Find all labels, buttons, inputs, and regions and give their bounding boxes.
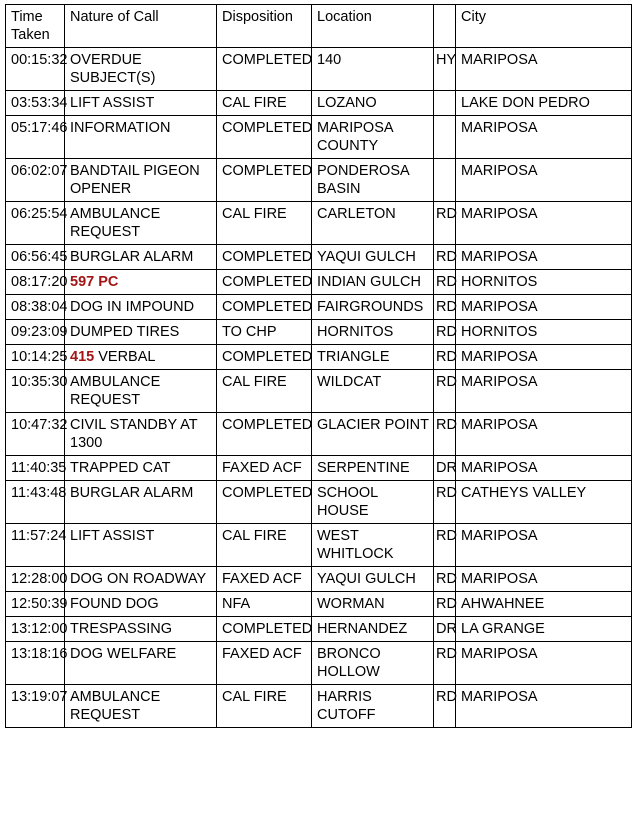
cell-nature — [65, 320, 217, 345]
cell-location: INDIAN GULCH — [312, 270, 434, 295]
nature-text: INFORMATION — [70, 120, 171, 136]
cell-nature — [65, 202, 217, 245]
cell-suffix — [434, 91, 456, 116]
cell-suffix: RD — [434, 370, 456, 413]
nature-text: AMBULANCE REQUEST — [70, 689, 161, 723]
cell-city: MARIPOSA — [456, 48, 632, 91]
cell-time: 11:40:35 — [6, 456, 65, 481]
table-row — [6, 413, 632, 456]
header-row — [6, 5, 632, 48]
cell-suffix: RD — [434, 685, 456, 728]
nature-text: DUMPED TIRES — [70, 324, 180, 340]
cell-city: MARIPOSA — [456, 685, 632, 728]
table-row — [6, 116, 632, 159]
cell-location: CARLETON — [312, 202, 434, 245]
table-row — [6, 245, 632, 270]
cell-nature — [65, 270, 217, 295]
cell-location: LOZANO — [312, 91, 434, 116]
table-row — [6, 592, 632, 617]
cell-nature — [65, 481, 217, 524]
cell-suffix: RD — [434, 202, 456, 245]
cell-location: FAIRGROUNDS — [312, 295, 434, 320]
cell-suffix: RD — [434, 413, 456, 456]
cell-disposition: COMPLETED — [217, 48, 312, 91]
cell-disposition: CAL FIRE — [217, 685, 312, 728]
cell-nature — [65, 524, 217, 567]
table-row — [6, 159, 632, 202]
nature-text: CIVIL STANDBY AT 1300 — [70, 417, 198, 451]
cell-suffix: HY — [434, 48, 456, 91]
cell-city: CATHEYS VALLEY — [456, 481, 632, 524]
cell-nature — [65, 159, 217, 202]
cell-time: 06:02:07 — [6, 159, 65, 202]
header-suffix — [434, 5, 456, 48]
cell-nature — [65, 642, 217, 685]
header-time-taken: Time Taken — [6, 5, 65, 48]
cell-time: 11:43:48 — [6, 481, 65, 524]
cell-nature — [65, 245, 217, 270]
cell-time: 12:28:00 — [6, 567, 65, 592]
cell-city: MARIPOSA — [456, 159, 632, 202]
cell-disposition: COMPLETED — [217, 345, 312, 370]
cell-location: GLACIER POINT — [312, 413, 434, 456]
cell-nature — [65, 456, 217, 481]
cell-time: 05:17:46 — [6, 116, 65, 159]
table-row — [6, 202, 632, 245]
cell-disposition: COMPLETED — [217, 270, 312, 295]
table-row — [6, 524, 632, 567]
cell-time: 06:56:45 — [6, 245, 65, 270]
cell-city: MARIPOSA — [456, 245, 632, 270]
cell-suffix: DR — [434, 617, 456, 642]
cell-disposition: FAXED ACF — [217, 456, 312, 481]
cell-disposition: FAXED ACF — [217, 642, 312, 685]
cell-location: HARRIS CUTOFF — [312, 685, 434, 728]
cell-city: LAKE DON PEDRO — [456, 91, 632, 116]
table-row — [6, 345, 632, 370]
cell-suffix: RD — [434, 320, 456, 345]
table-row — [6, 617, 632, 642]
cell-city: HORNITOS — [456, 270, 632, 295]
cell-disposition: CAL FIRE — [217, 370, 312, 413]
nature-text: BURGLAR ALARM — [70, 249, 194, 265]
cell-location: 140 — [312, 48, 434, 91]
cell-nature — [65, 617, 217, 642]
nature-text: DOG IN IMPOUND — [70, 299, 195, 315]
table-row — [6, 370, 632, 413]
cell-city: LA GRANGE — [456, 617, 632, 642]
cell-location: MARIPOSA COUNTY — [312, 116, 434, 159]
cell-time: 11:57:24 — [6, 524, 65, 567]
cell-location: WILDCAT — [312, 370, 434, 413]
cell-disposition: CAL FIRE — [217, 524, 312, 567]
cell-time: 13:18:16 — [6, 642, 65, 685]
table-row — [6, 567, 632, 592]
nature-text: DOG ON ROADWAY — [70, 571, 207, 587]
cell-location: PONDEROSA BASIN — [312, 159, 434, 202]
cell-time: 12:50:39 — [6, 592, 65, 617]
cell-time: 13:12:00 — [6, 617, 65, 642]
cell-city: MARIPOSA — [456, 524, 632, 567]
cell-city: MARIPOSA — [456, 567, 632, 592]
cell-suffix: RD — [434, 642, 456, 685]
nature-text: AMBULANCE REQUEST — [70, 206, 161, 240]
cell-city: MARIPOSA — [456, 116, 632, 159]
cell-disposition: COMPLETED — [217, 617, 312, 642]
table-row — [6, 91, 632, 116]
table-row — [6, 685, 632, 728]
cell-city: MARIPOSA — [456, 345, 632, 370]
cell-location: YAQUI GULCH — [312, 245, 434, 270]
table-row — [6, 48, 632, 91]
table-row — [6, 481, 632, 524]
nature-text: FOUND DOG — [70, 596, 159, 612]
cell-suffix: RD — [434, 592, 456, 617]
cell-nature — [65, 685, 217, 728]
table-row — [6, 320, 632, 345]
cell-suffix: RD — [434, 245, 456, 270]
cell-suffix: RD — [434, 345, 456, 370]
cell-nature — [65, 592, 217, 617]
cell-suffix: DR — [434, 456, 456, 481]
cell-time: 03:53:34 — [6, 91, 65, 116]
cell-disposition: COMPLETED — [217, 116, 312, 159]
cell-location: SERPENTINE — [312, 456, 434, 481]
cell-nature — [65, 295, 217, 320]
cell-city: MARIPOSA — [456, 202, 632, 245]
cell-location: TRIANGLE — [312, 345, 434, 370]
table-row — [6, 456, 632, 481]
cell-location: HERNANDEZ — [312, 617, 434, 642]
nature-text: LIFT ASSIST — [70, 95, 155, 111]
cell-suffix — [434, 159, 456, 202]
cell-city: MARIPOSA — [456, 456, 632, 481]
cell-location: BRONCO HOLLOW — [312, 642, 434, 685]
cell-disposition: COMPLETED — [217, 295, 312, 320]
cell-time: 13:19:07 — [6, 685, 65, 728]
cell-time: 06:25:54 — [6, 202, 65, 245]
cell-location: HORNITOS — [312, 320, 434, 345]
header-disposition: Disposition — [217, 5, 312, 48]
cell-time: 10:35:30 — [6, 370, 65, 413]
cell-nature — [65, 91, 217, 116]
cell-city: HORNITOS — [456, 320, 632, 345]
cell-city: MARIPOSA — [456, 642, 632, 685]
cell-time: 00:15:32 — [6, 48, 65, 91]
nature-text: TRAPPED CAT — [70, 460, 171, 476]
table-row — [6, 295, 632, 320]
cell-city: MARIPOSA — [456, 413, 632, 456]
table-row — [6, 642, 632, 685]
nature-text: DOG WELFARE — [70, 646, 177, 662]
cell-disposition: FAXED ACF — [217, 567, 312, 592]
cell-suffix: RD — [434, 481, 456, 524]
table-row — [6, 270, 632, 295]
cell-time: 08:38:04 — [6, 295, 65, 320]
cell-suffix: RD — [434, 295, 456, 320]
cell-city: MARIPOSA — [456, 295, 632, 320]
cell-suffix: RD — [434, 270, 456, 295]
cell-location: SCHOOL HOUSE — [312, 481, 434, 524]
penal-code: 415 — [70, 349, 95, 365]
cell-time: 08:17:20 — [6, 270, 65, 295]
cell-suffix: RD — [434, 524, 456, 567]
cell-disposition: NFA — [217, 592, 312, 617]
penal-code: 597 PC — [70, 274, 119, 290]
cell-nature — [65, 567, 217, 592]
cell-time: 10:47:32 — [6, 413, 65, 456]
cell-time: 10:14:25 — [6, 345, 65, 370]
cell-city: AHWAHNEE — [456, 592, 632, 617]
cell-disposition: CAL FIRE — [217, 202, 312, 245]
header-location: Location — [312, 5, 434, 48]
nature-text: BURGLAR ALARM — [70, 485, 194, 501]
nature-text: LIFT ASSIST — [70, 528, 155, 544]
nature-text: OVERDUE SUBJECT(S) — [70, 52, 156, 86]
header-city: City — [456, 5, 632, 48]
nature-text: VERBAL — [94, 349, 156, 365]
header-nature-of-call: Nature of Call — [65, 5, 217, 48]
cell-disposition: COMPLETED — [217, 245, 312, 270]
cell-nature — [65, 345, 217, 370]
cell-time: 09:23:09 — [6, 320, 65, 345]
cell-disposition: COMPLETED — [217, 159, 312, 202]
cell-nature — [65, 116, 217, 159]
nature-text: TRESPASSING — [70, 621, 173, 637]
cell-location: WORMAN — [312, 592, 434, 617]
nature-text: BANDTAIL PIGEON OPENER — [70, 163, 200, 197]
cell-nature — [65, 48, 217, 91]
cell-suffix — [434, 116, 456, 159]
cell-disposition: TO CHP — [217, 320, 312, 345]
nature-text: AMBULANCE REQUEST — [70, 374, 161, 408]
cell-location: WEST WHITLOCK — [312, 524, 434, 567]
cell-city: MARIPOSA — [456, 370, 632, 413]
cell-nature — [65, 413, 217, 456]
cell-disposition: COMPLETED — [217, 413, 312, 456]
call-log-table — [5, 4, 632, 728]
cell-nature — [65, 370, 217, 413]
cell-location: YAQUI GULCH — [312, 567, 434, 592]
cell-disposition: CAL FIRE — [217, 91, 312, 116]
cell-suffix: RD — [434, 567, 456, 592]
cell-disposition: COMPLETED — [217, 481, 312, 524]
